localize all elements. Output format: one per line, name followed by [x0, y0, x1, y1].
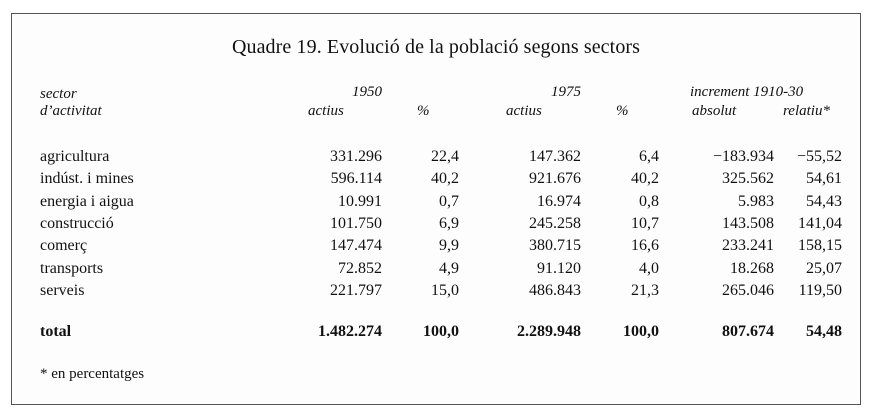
cell-rel: 141,04	[798, 214, 842, 232]
cell-abs: 265.046	[722, 281, 774, 299]
cell-abs: −183.934	[712, 148, 774, 165]
cell-p1975: 16,6	[631, 237, 659, 255]
cell-rel: 25,07	[806, 259, 842, 277]
cell-a1950: 221.797	[330, 281, 382, 299]
header-pct-1950: %	[417, 103, 430, 119]
cell-a1950: 72.852	[338, 259, 382, 277]
cell-a1950: 10.991	[338, 192, 382, 210]
cell-p1975: 4,0	[639, 259, 659, 277]
cell-rel: 158,15	[798, 237, 842, 255]
header-1950: 1950	[352, 84, 382, 100]
cell-a1975: 16.974	[537, 192, 581, 210]
cell-a1975: 2.289.948	[517, 323, 581, 340]
cell-p1950: 40,2	[431, 170, 459, 188]
cell-a1950: 596.114	[330, 170, 382, 188]
cell-a1975: 245.258	[529, 214, 581, 232]
cell-sector: transports	[40, 259, 104, 277]
cell-sector: indúst. i mines	[40, 170, 134, 188]
cell-sector: energia i aigua	[40, 192, 134, 210]
cell-p1975: 100,0	[623, 323, 659, 340]
footnote: * en percentatges	[40, 366, 145, 382]
table-frame	[11, 13, 861, 405]
header-increment: increment 1910-30	[690, 84, 804, 100]
cell-p1975: 6,4	[639, 148, 659, 165]
table-title: Quadre 19. Evolució de la població segons sectors	[231, 36, 641, 58]
cell-sector: agricultura	[40, 148, 110, 165]
cell-sector: serveis	[40, 281, 85, 299]
cell-a1950: 101.750	[330, 214, 382, 232]
cell-abs: 807.674	[722, 323, 774, 340]
cell-a1975: 486.843	[529, 281, 581, 299]
cell-a1975: 380.715	[529, 237, 581, 255]
cell-abs: 325.562	[722, 170, 774, 188]
cell-p1975: 10,7	[631, 214, 659, 232]
cell-a1975: 921.676	[529, 170, 581, 188]
header-relatiu: relatiu*	[783, 103, 830, 119]
cell-p1950: 6,9	[439, 214, 459, 232]
cell-p1950: 22,4	[431, 148, 459, 165]
header-pct-1975: %	[616, 103, 629, 119]
header-1975: 1975	[551, 84, 581, 100]
cell-a1950: 1.482.274	[318, 323, 382, 340]
cell-a1975: 91.120	[537, 259, 581, 277]
header-actius-1975: actius	[506, 103, 542, 119]
cell-sector: construcció	[40, 214, 114, 232]
header-activitat: d’activitat	[40, 103, 102, 119]
cell-p1950: 9,9	[439, 237, 459, 255]
cell-p1950: 0,7	[439, 192, 459, 210]
cell-p1975: 0,8	[639, 192, 659, 210]
cell-rel: 54,48	[806, 323, 842, 340]
cell-abs: 233.241	[722, 237, 774, 255]
cell-sector: comerç	[40, 237, 88, 255]
cell-rel: 54,43	[806, 192, 842, 210]
cell-rel: −55,52	[796, 148, 842, 165]
header-actius-1950: actius	[308, 103, 344, 119]
cell-abs: 5.983	[738, 192, 774, 210]
cell-sector: total	[40, 323, 72, 340]
cell-abs: 18.268	[730, 259, 774, 277]
cell-p1975: 40,2	[631, 170, 659, 188]
cell-p1950: 15,0	[431, 281, 459, 299]
cell-rel: 54,61	[806, 170, 842, 188]
cell-rel: 119,50	[798, 281, 842, 299]
cell-abs: 143.508	[722, 214, 774, 232]
cell-a1950: 147.474	[330, 237, 382, 255]
header-sector: sector	[40, 86, 77, 102]
cell-a1975: 147.362	[529, 148, 581, 165]
cell-p1950: 4,9	[439, 259, 459, 277]
header-absolut: absolut	[692, 103, 737, 119]
cell-p1975: 21,3	[631, 281, 659, 299]
cell-a1950: 331.296	[330, 148, 382, 165]
cell-p1950: 100,0	[423, 323, 459, 340]
